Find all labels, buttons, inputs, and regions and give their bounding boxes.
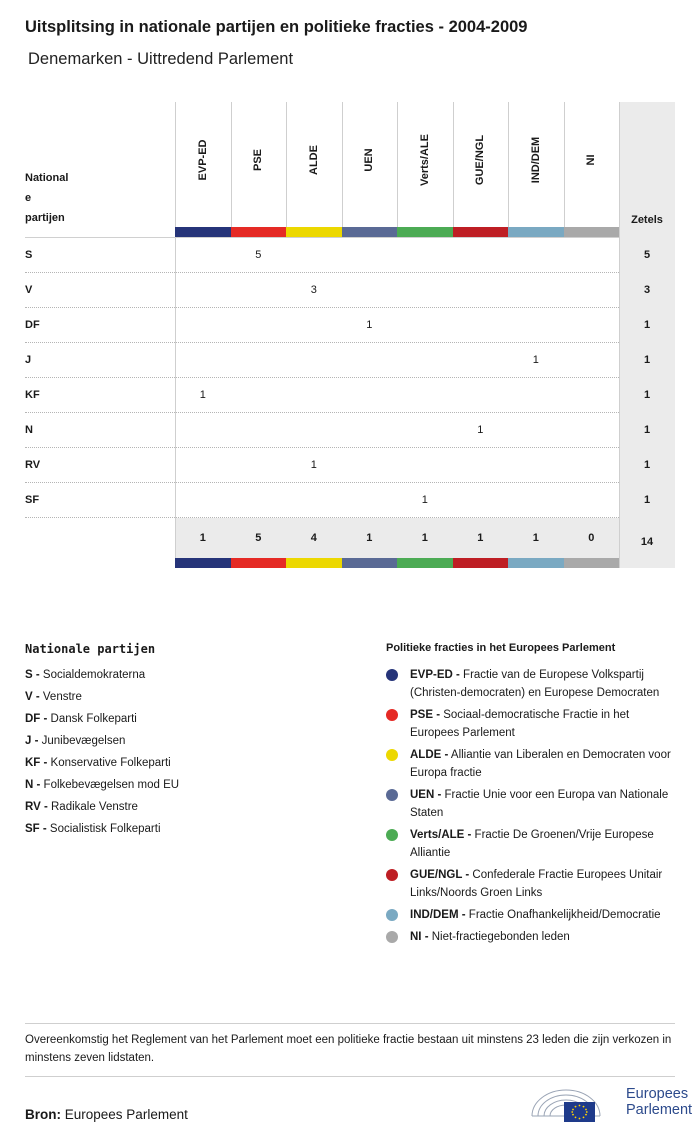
group-legend-item	[386, 906, 676, 924]
group-abbr: UEN -	[410, 789, 442, 801]
seat-cell: 1	[366, 319, 373, 331]
group-total: 5	[255, 532, 262, 544]
group-color-dot	[386, 829, 398, 841]
group-color-dot	[386, 869, 398, 881]
source	[25, 1107, 188, 1122]
group-total: 4	[310, 532, 317, 544]
row-party-label: N	[25, 424, 33, 436]
group-color-bar	[286, 227, 342, 237]
group-color-bar	[175, 558, 231, 568]
group-color-bar	[342, 227, 398, 237]
national-legend	[25, 666, 179, 842]
national-legend-item	[25, 710, 179, 732]
row-total: 1	[643, 389, 651, 401]
national-parties-header: National e partijen	[25, 172, 69, 224]
group-color-bar	[231, 227, 287, 237]
logo-line-1: Europees	[626, 1086, 689, 1102]
divider	[25, 1023, 675, 1024]
group-color-dot	[386, 789, 398, 801]
parliament-hemicycle-icon	[530, 1086, 622, 1124]
logo-text	[626, 1086, 692, 1118]
group-header-uen	[342, 102, 398, 227]
group-label: IND/DEM	[529, 136, 542, 184]
group-abbr: ALDE -	[410, 749, 449, 761]
party-abbr: N -	[25, 779, 41, 791]
row-separator	[25, 377, 619, 378]
group-name: Niet-fractiegebonden leden	[428, 931, 570, 943]
group-color-dot	[386, 709, 398, 721]
party-abbr: J -	[25, 735, 39, 747]
group-legend-item	[386, 706, 676, 742]
group-header-vertsale	[397, 102, 453, 227]
group-label: EVP-ED	[196, 139, 209, 181]
group-header-alde	[286, 102, 342, 227]
group-abbr: PSE -	[410, 709, 441, 721]
seat-cell: 5	[255, 249, 262, 261]
group-abbr: EVP-ED -	[410, 669, 460, 681]
group-color-bar	[397, 227, 453, 237]
row-total: 1	[643, 354, 651, 366]
group-total: 1	[199, 532, 206, 544]
group-label: PSE	[252, 148, 265, 172]
row-separator	[25, 517, 619, 518]
national-legend-item	[25, 754, 179, 776]
seat-cell: 1	[421, 494, 428, 506]
party-name: Junibevægelsen	[38, 735, 126, 747]
group-color-bar	[342, 558, 398, 568]
group-color-bar	[453, 227, 509, 237]
row-party-label: KF	[25, 389, 40, 401]
group-name: Fractie Onafhankelijkheid/Democratie	[465, 909, 661, 921]
group-header-inddem	[508, 102, 564, 227]
group-abbr: Verts/ALE -	[410, 829, 472, 841]
row-total: 5	[643, 249, 651, 261]
page-subtitle: Denemarken - Uittredend Parlement	[28, 50, 294, 68]
group-legend-item	[386, 866, 676, 902]
row-party-label: V	[25, 284, 33, 296]
row-separator	[25, 482, 619, 483]
row-total: 1	[643, 424, 651, 436]
group-legend-heading: Politieke fracties in het Europees Parlement	[386, 642, 616, 654]
page-title: Uitsplitsing in nationale partijen en politieke fracties - 2004-2009	[25, 18, 528, 36]
group-legend-item	[386, 666, 676, 702]
national-legend-item	[25, 798, 179, 820]
logo-line-2: Parlement	[626, 1102, 693, 1118]
party-abbr: KF -	[25, 757, 48, 769]
row-separator	[25, 412, 619, 413]
group-color-bar	[564, 558, 620, 568]
group-total: 0	[588, 532, 595, 544]
group-name: Fractie van de Europese Volkspartij (Christen-democraten) en Europese Democraten	[410, 669, 660, 699]
group-label: GUE/NGL	[474, 134, 487, 186]
national-legend-item	[25, 776, 179, 798]
group-total: 1	[421, 532, 428, 544]
seat-cell: 1	[532, 354, 539, 366]
party-name: Socialistisk Folkeparti	[46, 823, 161, 835]
row-separator	[25, 307, 619, 308]
group-header-pse	[231, 102, 287, 227]
group-color-bar	[508, 558, 564, 568]
national-legend-item	[25, 820, 179, 842]
group-color-dot	[386, 749, 398, 761]
row-separator	[25, 272, 619, 273]
group-color-bar	[286, 558, 342, 568]
seat-cell: 1	[199, 389, 206, 401]
group-color-bar	[508, 227, 564, 237]
group-abbr: NI -	[410, 931, 429, 943]
grand-total: 14	[640, 536, 654, 548]
group-header-ni	[564, 102, 620, 227]
group-header-guengl	[453, 102, 509, 227]
group-label: NI	[585, 154, 598, 166]
party-name: Konservative Folkeparti	[47, 757, 171, 769]
group-header-evped	[175, 102, 231, 227]
row-total: 1	[643, 494, 651, 506]
group-name: Alliantie van Liberalen en Democraten voor Europa fractie	[410, 749, 671, 779]
group-legend	[386, 666, 676, 950]
row-party-label: J	[25, 354, 32, 366]
group-color-dot	[386, 669, 398, 681]
group-total: 1	[477, 532, 484, 544]
group-label: Verts/ALE	[418, 134, 431, 186]
group-label: ALDE	[307, 145, 320, 175]
group-color-bar	[175, 227, 231, 237]
group-color-dot	[386, 909, 398, 921]
party-name: Dansk Folkeparti	[47, 713, 137, 725]
group-color-bar	[564, 227, 620, 237]
group-name: Fractie Unie voor een Europa van Nationale Staten	[410, 789, 669, 819]
group-total: 1	[366, 532, 373, 544]
group-name: Fractie De Groenen/Vrije Europese Alliantie	[410, 829, 654, 859]
row-party-label: RV	[25, 459, 41, 471]
row-separator	[25, 447, 619, 448]
row-party-label: S	[25, 249, 33, 261]
group-name: Sociaal-democratische Fractie in het Europees Parlement	[410, 709, 630, 739]
party-abbr: RV -	[25, 801, 48, 813]
national-legend-heading: Nationale partijen	[25, 642, 156, 656]
group-color-dot	[386, 931, 398, 943]
seat-table	[25, 102, 675, 568]
row-total: 3	[643, 284, 651, 296]
group-abbr: IND/DEM -	[410, 909, 466, 921]
group-color-bar	[397, 558, 453, 568]
party-abbr: S -	[25, 669, 40, 681]
group-label: UEN	[363, 148, 376, 172]
group-name: Confederale Fractie Europees Unitair Links/Noords Groen Links	[410, 869, 663, 899]
row-party-label: SF	[25, 494, 40, 506]
group-legend-item	[386, 746, 676, 782]
group-legend-item	[386, 826, 676, 862]
header-rule	[25, 237, 619, 238]
seat-cell: 1	[310, 459, 317, 471]
row-total: 1	[643, 319, 651, 331]
zetels-header: Zetels	[631, 214, 663, 226]
row-party-label: DF	[25, 319, 40, 331]
party-name: Radikale Venstre	[47, 801, 138, 813]
ep-logo	[530, 1086, 693, 1124]
divider	[25, 1076, 675, 1077]
party-abbr: V -	[25, 691, 40, 703]
group-abbr: GUE/NGL -	[410, 869, 470, 881]
group-color-bar	[231, 558, 287, 568]
group-total: 1	[532, 532, 539, 544]
row-separator	[25, 342, 619, 343]
group-legend-item	[386, 786, 676, 822]
group-legend-item	[386, 928, 676, 946]
seat-cell: 1	[477, 424, 484, 436]
party-name: Folkebevægelsen mod EU	[40, 779, 180, 791]
party-name: Venstre	[39, 691, 82, 703]
footnote: Overeenkomstig het Reglement van het Parlement moet een politieke fractie bestaan uit minstens 23 leden die zijn verkozen in minstens zeven lidstaten.	[25, 1034, 672, 1064]
source-label: Bron:	[25, 1107, 61, 1122]
party-abbr: DF -	[25, 713, 48, 725]
row-total: 1	[643, 459, 651, 471]
national-legend-item	[25, 688, 179, 710]
party-abbr: SF -	[25, 823, 47, 835]
national-legend-item	[25, 666, 179, 688]
source-value: Europees Parlement	[64, 1107, 188, 1122]
seat-cell: 3	[310, 284, 317, 296]
group-color-bar	[453, 558, 509, 568]
party-name: Socialdemokraterna	[39, 669, 146, 681]
national-legend-item	[25, 732, 179, 754]
